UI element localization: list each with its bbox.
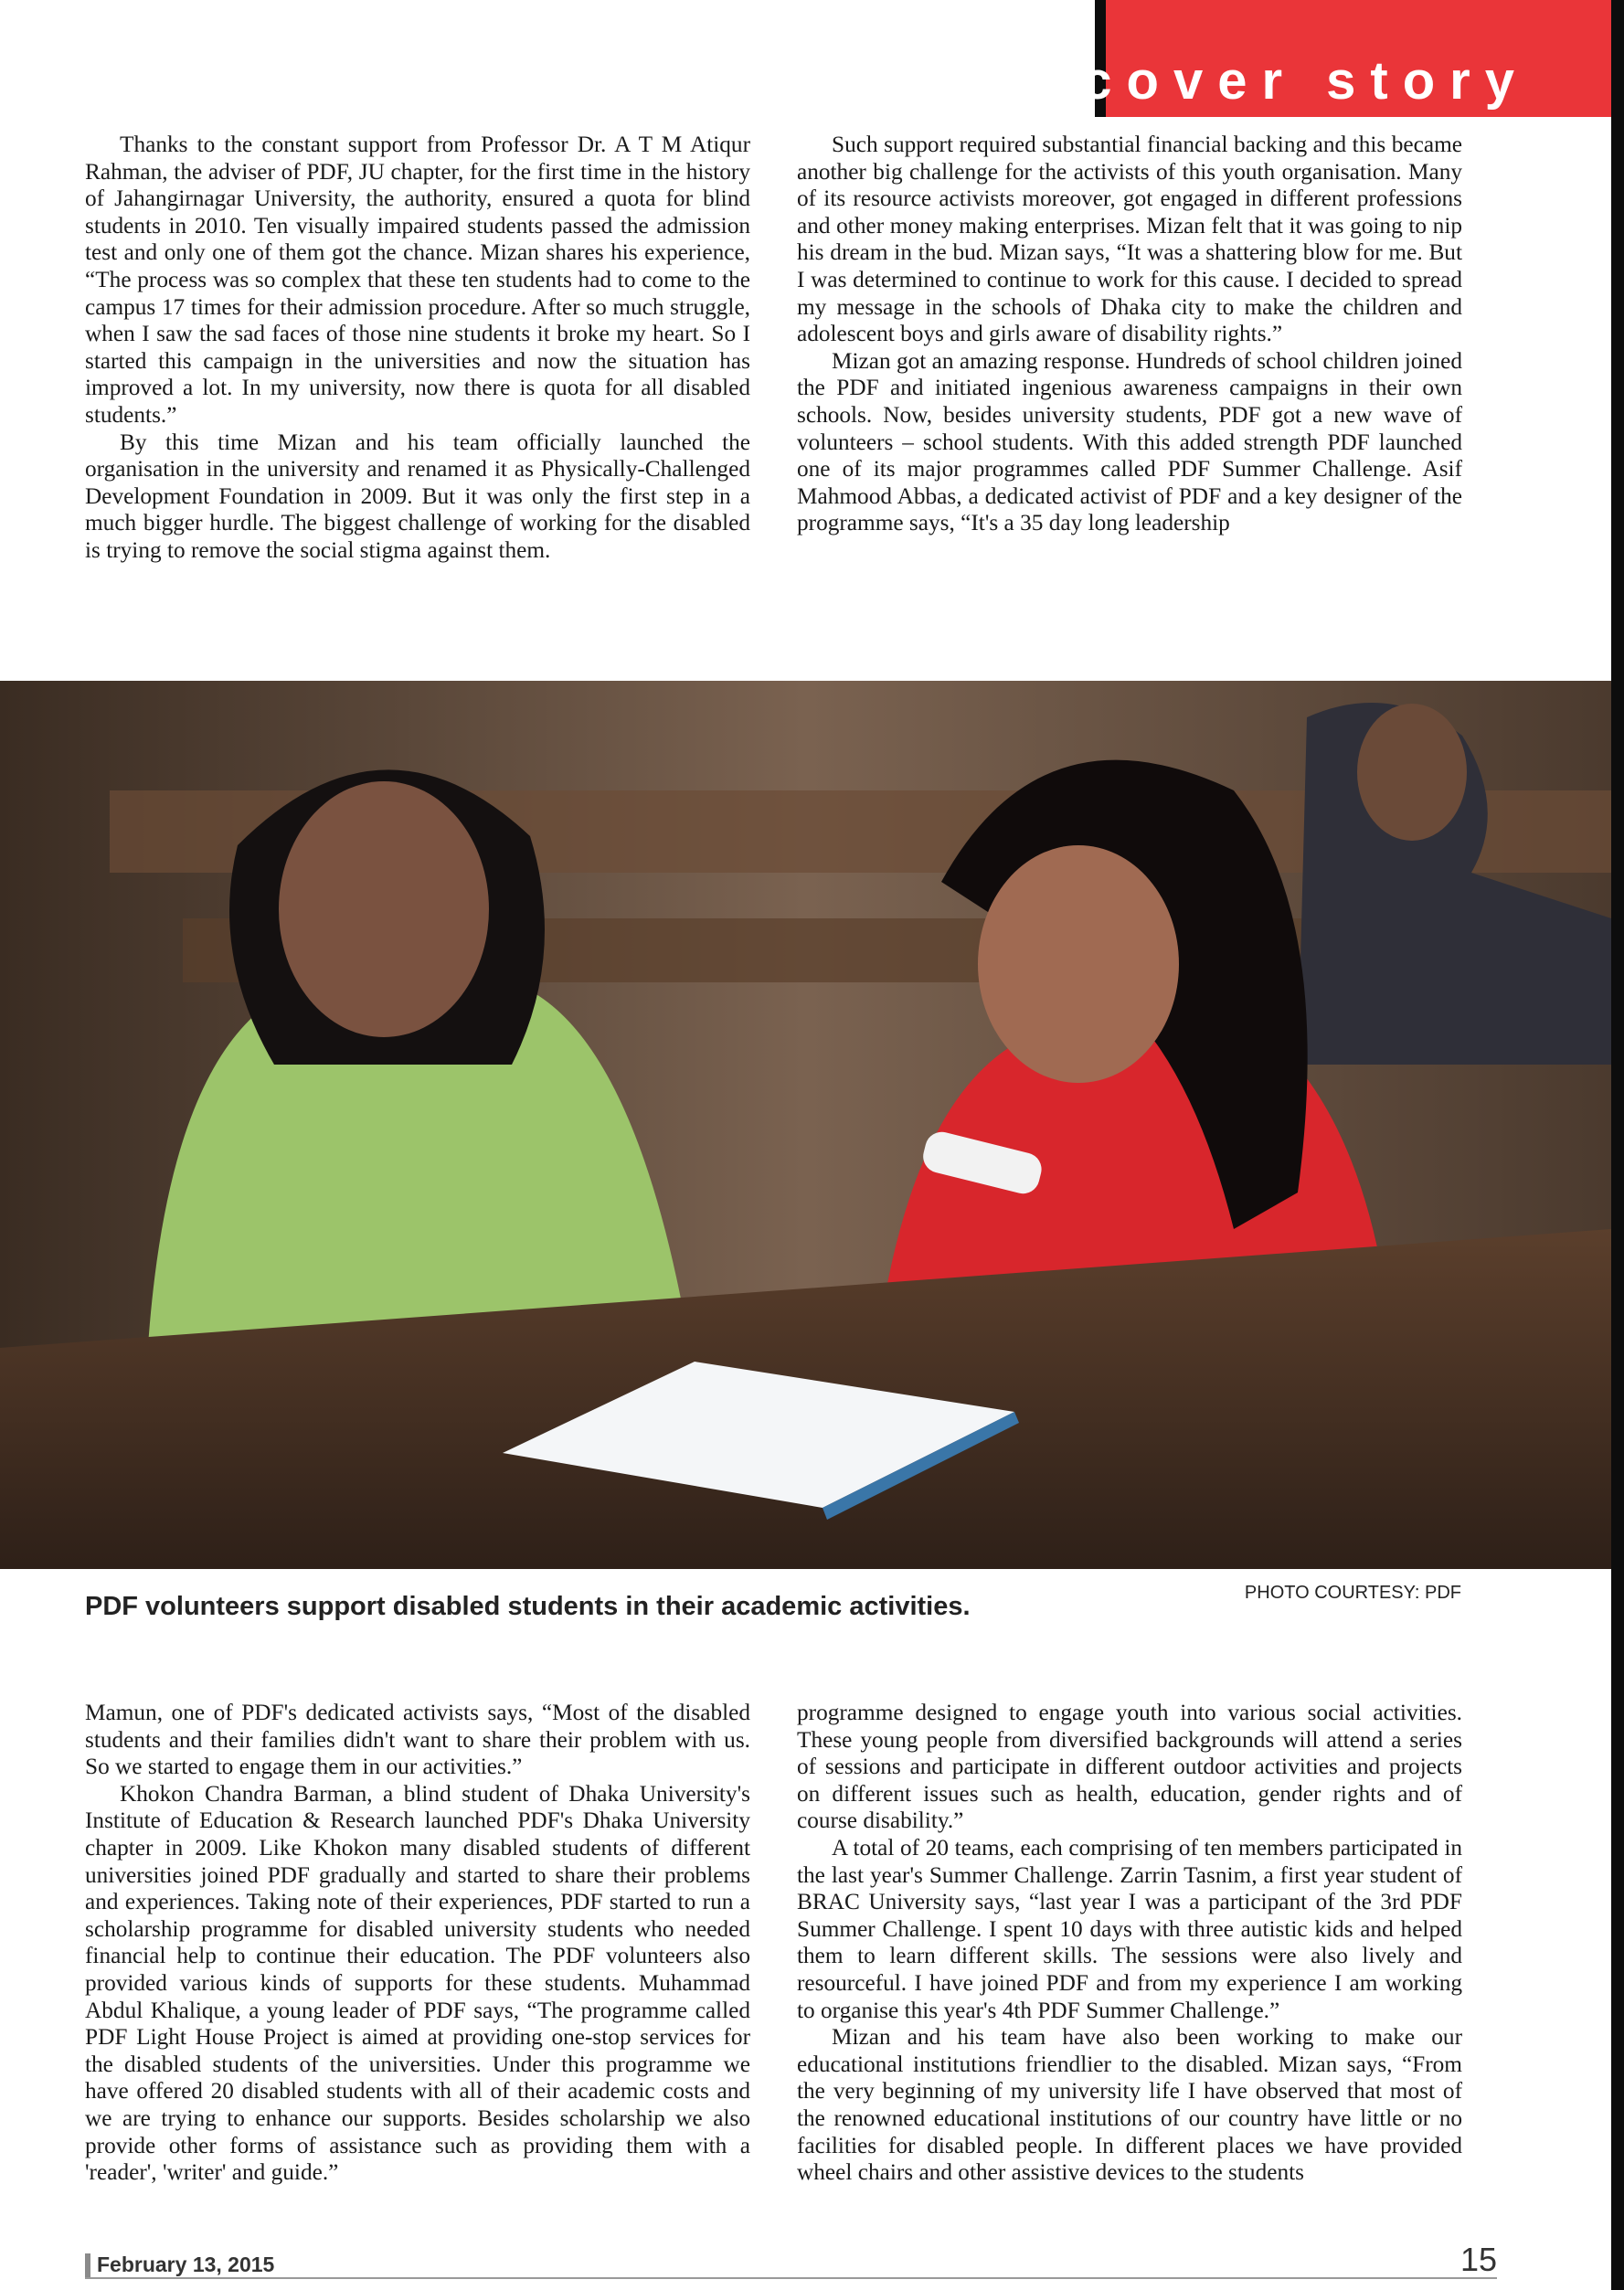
paragraph: Mizan got an amazing response. Hundreds of school children joined the PDF and initiated ingenious awareness campaigns in their own schools. Now, besides university students, PDF got a new wave of volunteers – school students. With this added strength PDF launched one of its major programmes called PDF Summer Challenge. Asif Mahmood Abbas, a dedicated activist of PDF and a key designer of the programme says, “It's a 35 day long leadership [797, 347, 1462, 536]
section-banner [1082, 0, 1611, 117]
paragraph: A total of 20 teams, each comprising of ten members participated in the last year's Summer Challenge. Zarrin Tasnim, a first year student of BRAC University says, “last year I was a participant of the 3rd PDF Summer Challenge. I spent 10 days with three autistic kids and helped them to learn different skills. The sessions were also lively and resourceful. I have joined PDF and from my experience I am working to organise this year's 4th PDF Summer Challenge.” [797, 1834, 1462, 2023]
photo-illustration [0, 681, 1611, 1569]
article-column-bottom-left [85, 1700, 750, 2187]
paragraph: Thanks to the constant support from Professor Dr. A T M Atiqur Rahman, the adviser of PDF, JU chapter, for the first time in the history of Jahangirnagar University, the authority, ensured a quota for blind students in 2010. Ten visually impaired students passed the admission test and only one of them got the chance. Mizan shares his experience, “The process was so complex that these ten students had to come to the campus 17 times for their admission procedure. After so much struggle, when I saw the sad faces of those nine students it broke my heart. So I started this campaign in the universities and now the situation has improved a lot. In my university, now there is quota for all disabled students.” [85, 132, 750, 428]
paragraph: Mamun, one of PDF's dedicated activists says, “Most of the disabled students and their families didn't want to share their problem with us. So we started to engage them in our activities.” [85, 1700, 750, 1780]
paragraph: Mizan and his team have also been working to make our educational institutions friendlier to the disabled. Mizan says, “From the very beginning of my university life I have observed that most of the renowned educational institutions of our country have little or no facilities for disabled people. In different places we have provided wheel chairs and other assistive devices to the students [797, 2024, 1462, 2186]
article-column-top-right [797, 132, 1462, 537]
page-number: 15 [1460, 2241, 1498, 2278]
article-column-top-left [85, 132, 750, 565]
photo-credit: PHOTO COURTESY: PDF [1244, 1583, 1461, 1603]
article-photo [0, 681, 1611, 1569]
paragraph: Such support required substantial financial backing and this became another big challenge for the activists of this youth organisation. Many of its resource activists moreover, got engaged in different professions and other money making enterprises. Mizan felt that it was going to nip his dream in the bud. Mizan says, “It was a shattering blow for me. But I was determined to continue to work for this cause. I decided to spread my message in the schools of Dhaka city to make the children and adolescent boys and girls aware of disability rights.” [797, 132, 1462, 347]
photo-caption: PDF volunteers support disabled students in their academic activities. [85, 1592, 971, 1621]
footer-rule [85, 2277, 1497, 2279]
article-column-bottom-right [797, 1700, 1462, 2187]
paragraph: By this time Mizan and his team officially launched the organisation in the university and renamed it as Physically-Challenged Development Foundation in 2009. But it was only the first step in a much bigger hurdle. The biggest challenge of working for the disabled is trying to remove the social stigma against them. [85, 429, 750, 563]
issue-date: February 13, 2015 [97, 2253, 275, 2276]
face-background [1357, 704, 1467, 841]
face-right [978, 845, 1179, 1083]
paragraph: programme designed to engage youth into various social activities. These young people from diversified backgrounds will attend a series of sessions and participate in different outdoor activities and projects on different issues such as health, education, gender rights and of course disability.” [797, 1700, 1462, 1834]
paragraph: Khokon Chandra Barman, a blind student of Dhaka University's Institute of Education & Research launched PDF's Dhaka University chapter in 2009. Like Khokon many disabled students of different universities joined PDF gradually and started to share their problems and experiences. Taking note of their experiences, PDF started to run a scholarship programme for disabled university students who needed financial help to continue their education. The PDF volunteers also provided various kinds of supports for these students. Muhammad Abdul Khalique, a young leader of PDF says, “The programme called PDF Light House Project is aimed at providing one-stop services for the disabled students of the universities. Under this programme we have offered 20 disabled students with all of their academic costs and we are trying to enhance our supports. Besides scholarship we also provide other forms of assistance such as providing them with a 'reader', 'writer' and guide.” [85, 1780, 750, 2186]
face-left [279, 781, 489, 1037]
footer-marker [85, 2253, 90, 2277]
section-label: cover story [1082, 51, 1529, 111]
page-edge-bar [1611, 0, 1624, 2290]
